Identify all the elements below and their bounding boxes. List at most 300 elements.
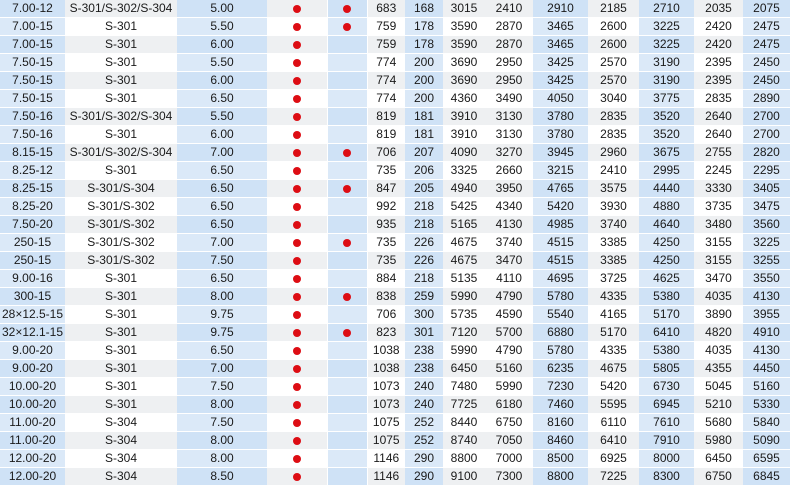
value-cell-c: 3910	[443, 126, 485, 144]
rim-width-cell: 8.00	[177, 396, 267, 414]
red-dot-icon	[343, 239, 351, 247]
mark-column-1-cell	[267, 306, 327, 324]
tire-size-cell: 10.00-20	[0, 396, 65, 414]
value-cell-g: 2995	[639, 162, 694, 180]
rim-width-cell: 6.50	[177, 162, 267, 180]
value-cell-h: 5680	[694, 414, 743, 432]
mark-column-1-cell	[267, 54, 327, 72]
value-cell-c: 3015	[443, 0, 485, 18]
value-cell-g: 3520	[639, 108, 694, 126]
rim-model-cell: S-301	[65, 324, 177, 342]
value-cell-g: 6410	[639, 324, 694, 342]
value-cell-f: 4675	[588, 360, 639, 378]
tire-size-cell: 7.50-15	[0, 54, 65, 72]
mark-column-1-cell	[267, 0, 327, 18]
rim-width-cell: 6.50	[177, 198, 267, 216]
value-cell-i: 5160	[743, 378, 790, 396]
value-cell-f: 2600	[588, 18, 639, 36]
value-cell-h: 4355	[694, 360, 743, 378]
value-cell-i: 5330	[743, 396, 790, 414]
value-cell-b: 218	[405, 198, 443, 216]
value-cell-i: 2700	[743, 126, 790, 144]
value-cell-c: 7120	[443, 324, 485, 342]
value-cell-i: 2475	[743, 36, 790, 54]
table-row	[0, 162, 790, 180]
rim-model-cell: S-301	[65, 396, 177, 414]
table-row	[0, 252, 790, 270]
value-cell-i: 3955	[743, 306, 790, 324]
value-cell-d: 2660	[485, 162, 533, 180]
value-cell-a: 683	[367, 0, 405, 18]
mark-column-2-cell	[327, 126, 367, 144]
mark-column-2-cell	[327, 414, 367, 432]
red-dot-icon	[293, 23, 301, 31]
value-cell-h: 4035	[694, 288, 743, 306]
value-cell-g: 3225	[639, 18, 694, 36]
value-cell-i: 6845	[743, 468, 790, 486]
rim-width-cell: 7.50	[177, 378, 267, 396]
tire-size-cell: 250-15	[0, 234, 65, 252]
value-cell-d: 6180	[485, 396, 533, 414]
table-row	[0, 126, 790, 144]
value-cell-i: 2075	[743, 0, 790, 18]
table-row	[0, 396, 790, 414]
value-cell-c: 7725	[443, 396, 485, 414]
value-cell-g: 5380	[639, 288, 694, 306]
value-cell-f: 2570	[588, 54, 639, 72]
value-cell-b: 200	[405, 72, 443, 90]
mark-column-1-cell	[267, 270, 327, 288]
value-cell-f: 6410	[588, 432, 639, 450]
value-cell-a: 884	[367, 270, 405, 288]
table-row	[0, 450, 790, 468]
value-cell-b: 238	[405, 360, 443, 378]
value-cell-b: 226	[405, 252, 443, 270]
value-cell-c: 9100	[443, 468, 485, 486]
value-cell-d: 3740	[485, 234, 533, 252]
value-cell-d: 5700	[485, 324, 533, 342]
mark-column-2-cell	[327, 198, 367, 216]
value-cell-b: 240	[405, 378, 443, 396]
rim-model-cell: S-301	[65, 378, 177, 396]
value-cell-a: 774	[367, 90, 405, 108]
mark-column-1-cell	[267, 360, 327, 378]
value-cell-g: 5170	[639, 306, 694, 324]
tire-size-cell: 28×12.5-15	[0, 306, 65, 324]
value-cell-g: 4880	[639, 198, 694, 216]
red-dot-icon	[293, 149, 301, 157]
value-cell-e: 4515	[533, 252, 588, 270]
value-cell-h: 2395	[694, 72, 743, 90]
value-cell-h: 5980	[694, 432, 743, 450]
red-dot-icon	[343, 23, 351, 31]
value-cell-h: 3155	[694, 252, 743, 270]
tire-size-cell: 7.50-15	[0, 90, 65, 108]
value-cell-g: 4440	[639, 180, 694, 198]
value-cell-d: 4340	[485, 198, 533, 216]
tire-size-cell: 12.00-20	[0, 468, 65, 486]
value-cell-g: 3225	[639, 36, 694, 54]
value-cell-d: 2870	[485, 36, 533, 54]
rim-model-cell: S-304	[65, 414, 177, 432]
tire-size-cell: 9.00-20	[0, 360, 65, 378]
value-cell-a: 1075	[367, 414, 405, 432]
value-cell-b: 178	[405, 18, 443, 36]
tire-size-cell: 7.50-20	[0, 216, 65, 234]
rim-model-cell: S-301	[65, 36, 177, 54]
mark-column-1-cell	[267, 180, 327, 198]
value-cell-i: 3225	[743, 234, 790, 252]
value-cell-h: 2835	[694, 90, 743, 108]
red-dot-icon	[293, 383, 301, 391]
value-cell-f: 4335	[588, 288, 639, 306]
tire-size-cell: 8.15-15	[0, 144, 65, 162]
value-cell-f: 2960	[588, 144, 639, 162]
value-cell-e: 3425	[533, 54, 588, 72]
rim-width-cell: 8.50	[177, 468, 267, 486]
rim-model-cell: S-301	[65, 18, 177, 36]
value-cell-e: 5540	[533, 306, 588, 324]
value-cell-e: 5780	[533, 288, 588, 306]
rim-model-cell: S-301	[65, 288, 177, 306]
red-dot-icon	[293, 95, 301, 103]
value-cell-h: 6450	[694, 450, 743, 468]
value-cell-f: 3930	[588, 198, 639, 216]
value-cell-i: 3475	[743, 198, 790, 216]
value-cell-f: 3385	[588, 252, 639, 270]
value-cell-i: 2475	[743, 18, 790, 36]
value-cell-i: 5840	[743, 414, 790, 432]
rim-width-cell: 8.00	[177, 450, 267, 468]
tire-size-cell: 7.50-16	[0, 126, 65, 144]
value-cell-d: 3130	[485, 126, 533, 144]
rim-width-cell: 9.75	[177, 306, 267, 324]
mark-column-1-cell	[267, 144, 327, 162]
value-cell-b: 205	[405, 180, 443, 198]
value-cell-c: 3590	[443, 18, 485, 36]
value-cell-b: 218	[405, 216, 443, 234]
value-cell-c: 8800	[443, 450, 485, 468]
value-cell-b: 252	[405, 432, 443, 450]
mark-column-1-cell	[267, 126, 327, 144]
red-dot-icon	[343, 185, 351, 193]
value-cell-a: 1038	[367, 360, 405, 378]
red-dot-icon	[293, 293, 301, 301]
value-cell-f: 3740	[588, 216, 639, 234]
value-cell-a: 706	[367, 306, 405, 324]
mark-column-1-cell	[267, 288, 327, 306]
red-dot-icon	[293, 185, 301, 193]
tire-size-cell: 7.00-15	[0, 36, 65, 54]
value-cell-e: 8800	[533, 468, 588, 486]
value-cell-b: 178	[405, 36, 443, 54]
value-cell-a: 759	[367, 18, 405, 36]
value-cell-f: 3040	[588, 90, 639, 108]
value-cell-f: 2600	[588, 36, 639, 54]
value-cell-b: 252	[405, 414, 443, 432]
rim-model-cell: S-304	[65, 432, 177, 450]
value-cell-e: 2910	[533, 0, 588, 18]
rim-width-cell: 8.00	[177, 432, 267, 450]
value-cell-h: 2035	[694, 0, 743, 18]
mark-column-1-cell	[267, 18, 327, 36]
value-cell-a: 935	[367, 216, 405, 234]
value-cell-f: 2835	[588, 108, 639, 126]
mark-column-1-cell	[267, 36, 327, 54]
table-row	[0, 72, 790, 90]
value-cell-a: 992	[367, 198, 405, 216]
value-cell-e: 4985	[533, 216, 588, 234]
value-cell-b: 181	[405, 126, 443, 144]
mark-column-2-cell	[327, 252, 367, 270]
mark-column-1-cell	[267, 396, 327, 414]
value-cell-a: 1075	[367, 432, 405, 450]
tire-size-cell: 11.00-20	[0, 432, 65, 450]
mark-column-1-cell	[267, 468, 327, 486]
rim-model-cell: S-301/S-302/S-304	[65, 108, 177, 126]
value-cell-h: 3155	[694, 234, 743, 252]
rim-model-cell: S-304	[65, 468, 177, 486]
red-dot-icon	[293, 5, 301, 13]
mark-column-1-cell	[267, 252, 327, 270]
value-cell-c: 8740	[443, 432, 485, 450]
rim-width-cell: 6.50	[177, 342, 267, 360]
value-cell-h: 5210	[694, 396, 743, 414]
value-cell-e: 3465	[533, 18, 588, 36]
value-cell-f: 3575	[588, 180, 639, 198]
value-cell-g: 3775	[639, 90, 694, 108]
red-dot-icon	[293, 419, 301, 427]
value-cell-f: 3385	[588, 234, 639, 252]
rim-model-cell: S-301	[65, 72, 177, 90]
value-cell-g: 7910	[639, 432, 694, 450]
value-cell-c: 4090	[443, 144, 485, 162]
value-cell-c: 3690	[443, 54, 485, 72]
value-cell-b: 181	[405, 108, 443, 126]
value-cell-e: 3780	[533, 126, 588, 144]
value-cell-a: 1073	[367, 396, 405, 414]
red-dot-icon	[293, 131, 301, 139]
rim-model-cell: S-301/S-302	[65, 198, 177, 216]
value-cell-e: 3215	[533, 162, 588, 180]
mark-column-1-cell	[267, 162, 327, 180]
value-cell-e: 3780	[533, 108, 588, 126]
red-dot-icon	[293, 437, 301, 445]
value-cell-g: 6945	[639, 396, 694, 414]
mark-column-2-cell	[327, 468, 367, 486]
value-cell-h: 4035	[694, 342, 743, 360]
value-cell-g: 3190	[639, 72, 694, 90]
value-cell-h: 2245	[694, 162, 743, 180]
tire-size-cell: 7.50-16	[0, 108, 65, 126]
value-cell-d: 7050	[485, 432, 533, 450]
mark-column-1-cell	[267, 342, 327, 360]
value-cell-g: 3520	[639, 126, 694, 144]
value-cell-a: 1146	[367, 468, 405, 486]
value-cell-b: 207	[405, 144, 443, 162]
value-cell-e: 4765	[533, 180, 588, 198]
value-cell-c: 7480	[443, 378, 485, 396]
mark-column-1-cell	[267, 234, 327, 252]
value-cell-d: 7300	[485, 468, 533, 486]
mark-column-2-cell	[327, 90, 367, 108]
value-cell-h: 5045	[694, 378, 743, 396]
value-cell-a: 1038	[367, 342, 405, 360]
value-cell-b: 238	[405, 342, 443, 360]
value-cell-d: 2870	[485, 18, 533, 36]
value-cell-a: 847	[367, 180, 405, 198]
rim-model-cell: S-301/S-302	[65, 216, 177, 234]
value-cell-d: 3470	[485, 252, 533, 270]
rim-width-cell: 6.00	[177, 36, 267, 54]
value-cell-d: 5160	[485, 360, 533, 378]
table-row	[0, 414, 790, 432]
value-cell-d: 3490	[485, 90, 533, 108]
value-cell-i: 4910	[743, 324, 790, 342]
tire-size-cell: 9.00-16	[0, 270, 65, 288]
value-cell-f: 5420	[588, 378, 639, 396]
red-dot-icon	[293, 473, 301, 481]
value-cell-b: 240	[405, 396, 443, 414]
table-row	[0, 468, 790, 486]
value-cell-f: 6110	[588, 414, 639, 432]
mark-column-2-cell	[327, 180, 367, 198]
mark-column-2-cell	[327, 108, 367, 126]
value-cell-c: 5990	[443, 342, 485, 360]
value-cell-g: 8000	[639, 450, 694, 468]
mark-column-2-cell	[327, 432, 367, 450]
value-cell-c: 3325	[443, 162, 485, 180]
rim-width-cell: 8.00	[177, 288, 267, 306]
value-cell-c: 6450	[443, 360, 485, 378]
value-cell-f: 6925	[588, 450, 639, 468]
value-cell-f: 3725	[588, 270, 639, 288]
value-cell-c: 5990	[443, 288, 485, 306]
value-cell-c: 3690	[443, 72, 485, 90]
rim-model-cell: S-301	[65, 360, 177, 378]
value-cell-c: 3910	[443, 108, 485, 126]
mark-column-2-cell	[327, 54, 367, 72]
rim-model-cell: S-301/S-302	[65, 234, 177, 252]
rim-width-cell: 7.50	[177, 414, 267, 432]
mark-column-2-cell	[327, 36, 367, 54]
value-cell-d: 4790	[485, 288, 533, 306]
rim-width-cell: 5.50	[177, 54, 267, 72]
red-dot-icon	[343, 5, 351, 13]
tire-size-cell: 10.00-20	[0, 378, 65, 396]
mark-column-2-cell	[327, 144, 367, 162]
value-cell-h: 3735	[694, 198, 743, 216]
value-cell-d: 4790	[485, 342, 533, 360]
value-cell-e: 8460	[533, 432, 588, 450]
value-cell-i: 3560	[743, 216, 790, 234]
mark-column-1-cell	[267, 450, 327, 468]
value-cell-h: 2420	[694, 18, 743, 36]
value-cell-b: 259	[405, 288, 443, 306]
value-cell-g: 5380	[639, 342, 694, 360]
value-cell-e: 4050	[533, 90, 588, 108]
mark-column-1-cell	[267, 432, 327, 450]
value-cell-g: 6730	[639, 378, 694, 396]
table-row	[0, 234, 790, 252]
rim-model-cell: S-304	[65, 450, 177, 468]
mark-column-2-cell	[327, 306, 367, 324]
red-dot-icon	[293, 401, 301, 409]
red-dot-icon	[293, 41, 301, 49]
mark-column-2-cell	[327, 234, 367, 252]
value-cell-e: 7230	[533, 378, 588, 396]
value-cell-d: 4590	[485, 306, 533, 324]
table-row	[0, 90, 790, 108]
rim-width-cell: 6.50	[177, 270, 267, 288]
value-cell-i: 5090	[743, 432, 790, 450]
red-dot-icon	[343, 329, 351, 337]
value-cell-e: 4515	[533, 234, 588, 252]
red-dot-icon	[293, 329, 301, 337]
mark-column-2-cell	[327, 18, 367, 36]
mark-column-1-cell	[267, 198, 327, 216]
tire-size-cell: 8.25-15	[0, 180, 65, 198]
red-dot-icon	[293, 311, 301, 319]
value-cell-b: 301	[405, 324, 443, 342]
rim-model-cell: S-301	[65, 306, 177, 324]
value-cell-h: 3890	[694, 306, 743, 324]
rim-model-cell: S-301/S-304	[65, 180, 177, 198]
value-cell-g: 5805	[639, 360, 694, 378]
table-row	[0, 288, 790, 306]
value-cell-g: 4250	[639, 234, 694, 252]
value-cell-i: 4130	[743, 288, 790, 306]
value-cell-f: 2570	[588, 72, 639, 90]
mark-column-2-cell	[327, 270, 367, 288]
value-cell-c: 8440	[443, 414, 485, 432]
mark-column-1-cell	[267, 72, 327, 90]
rim-width-cell: 7.00	[177, 234, 267, 252]
tire-size-cell: 7.00-12	[0, 0, 65, 18]
value-cell-h: 6750	[694, 468, 743, 486]
value-cell-b: 226	[405, 234, 443, 252]
table-row	[0, 306, 790, 324]
value-cell-g: 8300	[639, 468, 694, 486]
value-cell-h: 2640	[694, 108, 743, 126]
value-cell-e: 6880	[533, 324, 588, 342]
value-cell-i: 2700	[743, 108, 790, 126]
red-dot-icon	[293, 59, 301, 67]
rim-model-cell: S-301/S-302/S-304	[65, 144, 177, 162]
value-cell-h: 3470	[694, 270, 743, 288]
value-cell-b: 206	[405, 162, 443, 180]
value-cell-b: 290	[405, 450, 443, 468]
mark-column-2-cell	[327, 342, 367, 360]
value-cell-b: 218	[405, 270, 443, 288]
value-cell-c: 4675	[443, 234, 485, 252]
value-cell-i: 4450	[743, 360, 790, 378]
value-cell-i: 4130	[743, 342, 790, 360]
table-row	[0, 54, 790, 72]
value-cell-c: 4360	[443, 90, 485, 108]
rim-model-cell: S-301	[65, 162, 177, 180]
value-cell-d: 3130	[485, 108, 533, 126]
value-cell-f: 2185	[588, 0, 639, 18]
value-cell-b: 290	[405, 468, 443, 486]
value-cell-f: 5595	[588, 396, 639, 414]
table-row	[0, 198, 790, 216]
tire-size-cell: 300-15	[0, 288, 65, 306]
value-cell-c: 3590	[443, 36, 485, 54]
tire-size-cell: 9.00-20	[0, 342, 65, 360]
mark-column-2-cell	[327, 324, 367, 342]
value-cell-h: 3480	[694, 216, 743, 234]
